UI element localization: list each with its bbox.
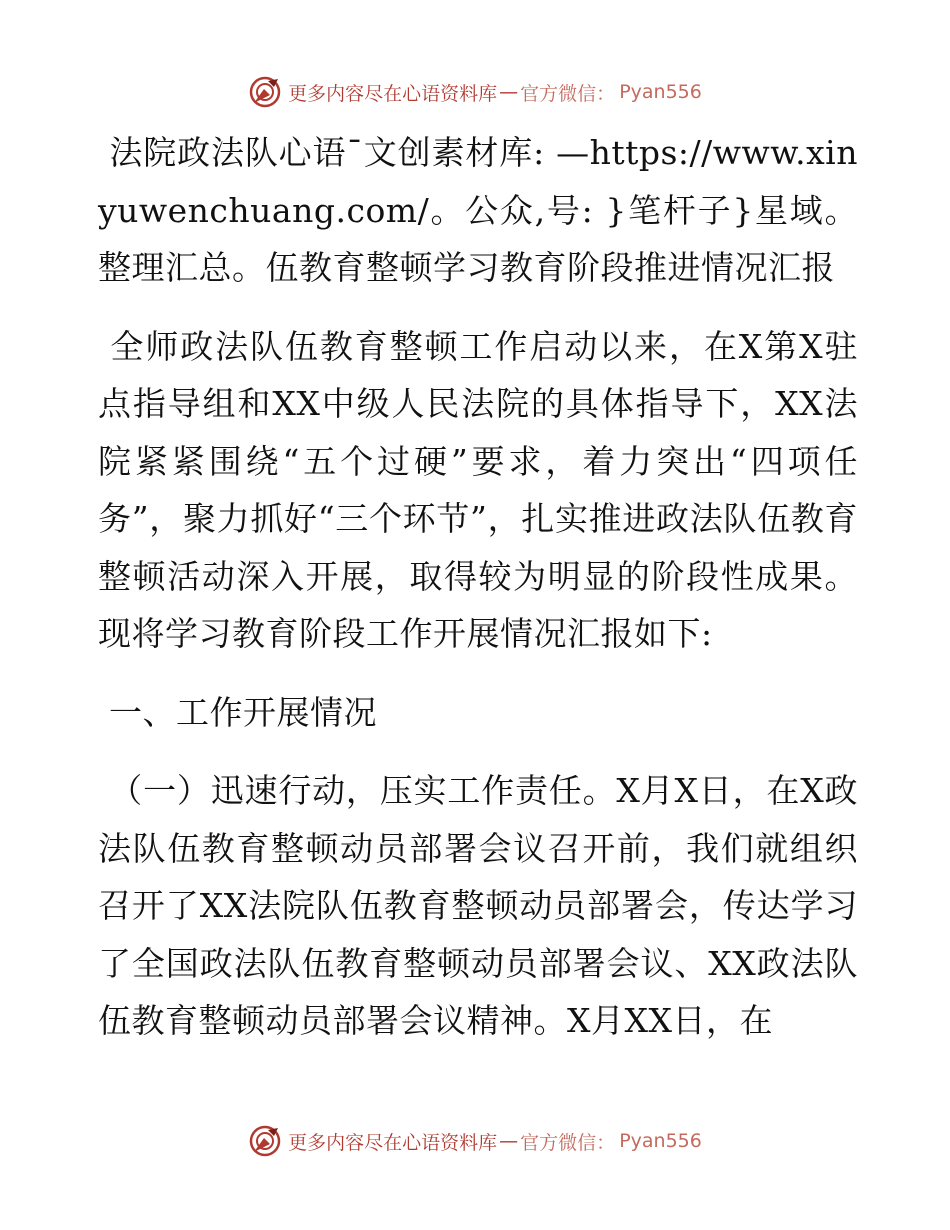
red-seal-logo-icon [248,1124,282,1158]
watermark-footer [0,1119,950,1163]
watermark-header [0,70,950,114]
watermark-handle: Pyan556 [619,1130,702,1152]
watermark-main-text: 更多内容尽在心语资料库 [288,1131,498,1154]
watermark-dash: — [499,81,519,103]
watermark-dash: — [499,1130,519,1152]
paragraph-title: 法院政法队心语¯文创素材库: —https://www.xinyuwenchuang.com/。公众,号: }笔杆子}星域。整理汇总。伍教育整顿学习教育阶段推进情况汇报 [98,133,858,287]
watermark-wechat-label: 官方微信： [520,82,616,105]
red-seal-logo-icon [248,75,282,109]
paragraph-intro: 全师政法队伍教育整顿工作启动以来，在X第X驻点指导组和XX中级人民法院的具体指导下，XX法院紧紧围绕“五个过硬”要求，着力突出“四项任务”，聚力抓好“三个环节”，扎实推进政法队伍教育整顿活动深入开展，取得较为明显的阶段性成果。现将学习教育阶段工作开展情况汇报如下: [98,326,858,653]
document-body [98,124,858,1050]
watermark-wechat-label: 官方微信： [520,1131,616,1154]
watermark-handle: Pyan556 [619,81,702,103]
paragraph-section-1: （一）迅速行动，压实工作责任。X月X日，在X政法队伍教育整顿动员部署会议召开前，我们就组织召开了XX法院队伍教育整顿动员部署会，传达学习了全国政法队伍教育整顿动员部署会议、XX政法队伍教育整顿动员部署会议精神。X月XX日，在 [98,771,858,1040]
watermark-main-text: 更多内容尽在心语资料库 [288,82,498,105]
section-heading: 一、工作开展情况 [98,692,377,732]
